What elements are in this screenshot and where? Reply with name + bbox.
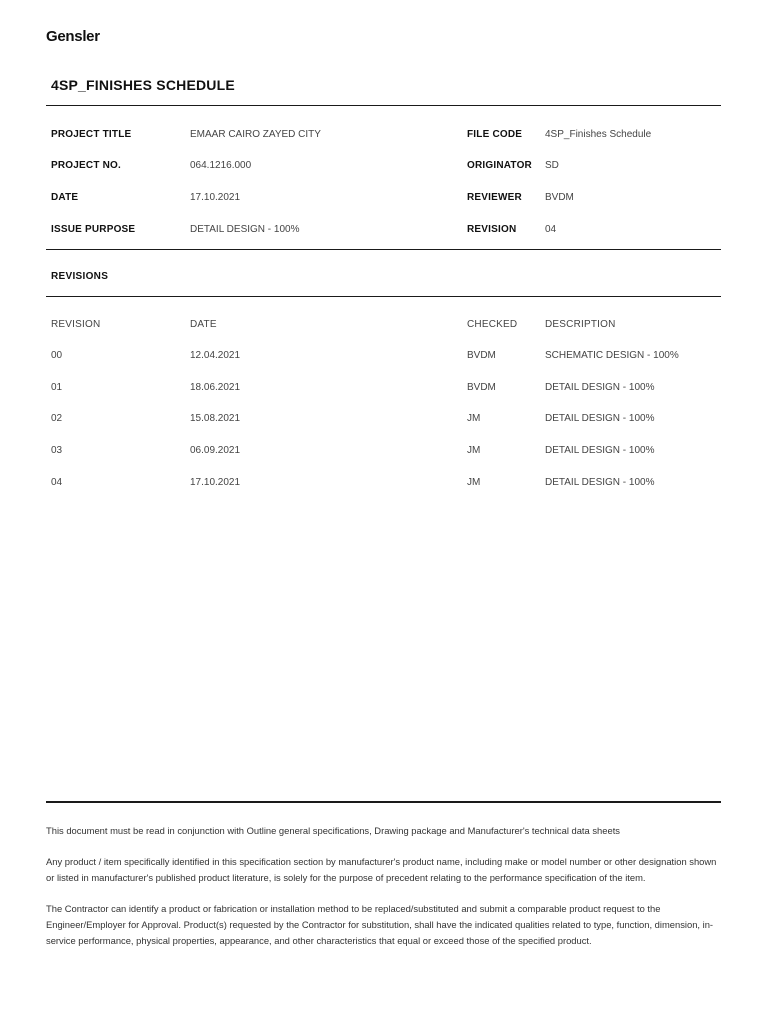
revisions-divider <box>46 296 721 297</box>
date-cell: 15.08.2021 <box>190 413 241 424</box>
document-title: 4SP_FINISHES SCHEDULE <box>51 77 235 93</box>
meta-value: BVDM <box>545 192 574 203</box>
meta-label: FILE CODE <box>467 129 523 140</box>
column-header: DATE <box>190 319 217 330</box>
company-logo: Gensler <box>46 28 100 45</box>
checked-cell: BVDM <box>467 382 496 393</box>
meta-value: DETAIL DESIGN - 100% <box>190 224 300 235</box>
table-row <box>51 350 721 364</box>
revisions-header-row <box>51 319 721 333</box>
meta-label: PROJECT TITLE <box>51 129 132 140</box>
column-header: DESCRIPTION <box>545 319 616 330</box>
notes-section <box>46 823 721 964</box>
date-cell: 18.06.2021 <box>190 382 241 393</box>
revision-cell: 03 <box>51 445 63 456</box>
checked-cell: JM <box>467 413 481 424</box>
table-row <box>51 413 721 427</box>
column-header: CHECKED <box>467 319 518 330</box>
description-cell: DETAIL DESIGN - 100% <box>545 382 655 393</box>
revisions-title: REVISIONS <box>51 271 109 282</box>
title-divider <box>46 105 721 106</box>
meta-row-project-title <box>51 129 721 143</box>
meta-value: 4SP_Finishes Schedule <box>545 129 652 140</box>
date-cell: 17.10.2021 <box>190 477 241 488</box>
revision-cell: 00 <box>51 350 63 361</box>
date-cell: 12.04.2021 <box>190 350 241 361</box>
meta-divider <box>46 249 721 250</box>
meta-row-issue-purpose <box>51 224 721 238</box>
note-paragraph: The Contractor can identify a product or fabrication or installation method to be replaced/substituted and submit a comparable product request to the Engineer/Employer for Approval. Product(s) requested by the Contractor for substitution, shall have the indicated qualities related to type, function, dimension, in-service performance, physical properties, appearance, and other characteristics that equal or exceed those of the specified product. <box>46 903 714 946</box>
table-row <box>51 477 721 491</box>
meta-row-project-no <box>51 160 721 174</box>
description-cell: DETAIL DESIGN - 100% <box>545 477 655 488</box>
revision-cell: 01 <box>51 382 63 393</box>
description-cell: SCHEMATIC DESIGN - 100% <box>545 350 679 361</box>
note-paragraph: This document must be read in conjunction with Outline general specifications, Drawing package and Manufacturer's technical data sheets <box>46 825 620 836</box>
table-row <box>51 445 721 459</box>
meta-value: EMAAR CAIRO ZAYED CITY <box>190 129 321 140</box>
description-cell: DETAIL DESIGN - 100% <box>545 445 655 456</box>
meta-label: REVIEWER <box>467 192 522 203</box>
revision-cell: 02 <box>51 413 63 424</box>
meta-label: ISSUE PURPOSE <box>51 224 136 235</box>
meta-label: REVISION <box>467 224 517 235</box>
footer-divider <box>46 801 721 803</box>
description-cell: DETAIL DESIGN - 100% <box>545 413 655 424</box>
meta-label: PROJECT NO. <box>51 160 121 171</box>
meta-label: ORIGINATOR <box>467 160 532 171</box>
meta-value: 064.1216.000 <box>190 160 252 171</box>
checked-cell: JM <box>467 477 481 488</box>
meta-label: DATE <box>51 192 79 203</box>
date-cell: 06.09.2021 <box>190 445 241 456</box>
meta-value: 04 <box>545 224 557 235</box>
checked-cell: JM <box>467 445 481 456</box>
column-header: REVISION <box>51 319 101 330</box>
revision-cell: 04 <box>51 477 63 488</box>
meta-value: 17.10.2021 <box>190 192 241 203</box>
note-paragraph: Any product / item specifically identified in this specification section by manufacturer's product name, including make or model number or other designation shown or listed in manufacturer's published product literature, is solely for the purpose of precedent relating to the performance specification of the item. <box>46 856 717 883</box>
checked-cell: BVDM <box>467 350 496 361</box>
table-row <box>51 382 721 396</box>
meta-value: SD <box>545 160 559 171</box>
meta-row-date <box>51 192 721 206</box>
